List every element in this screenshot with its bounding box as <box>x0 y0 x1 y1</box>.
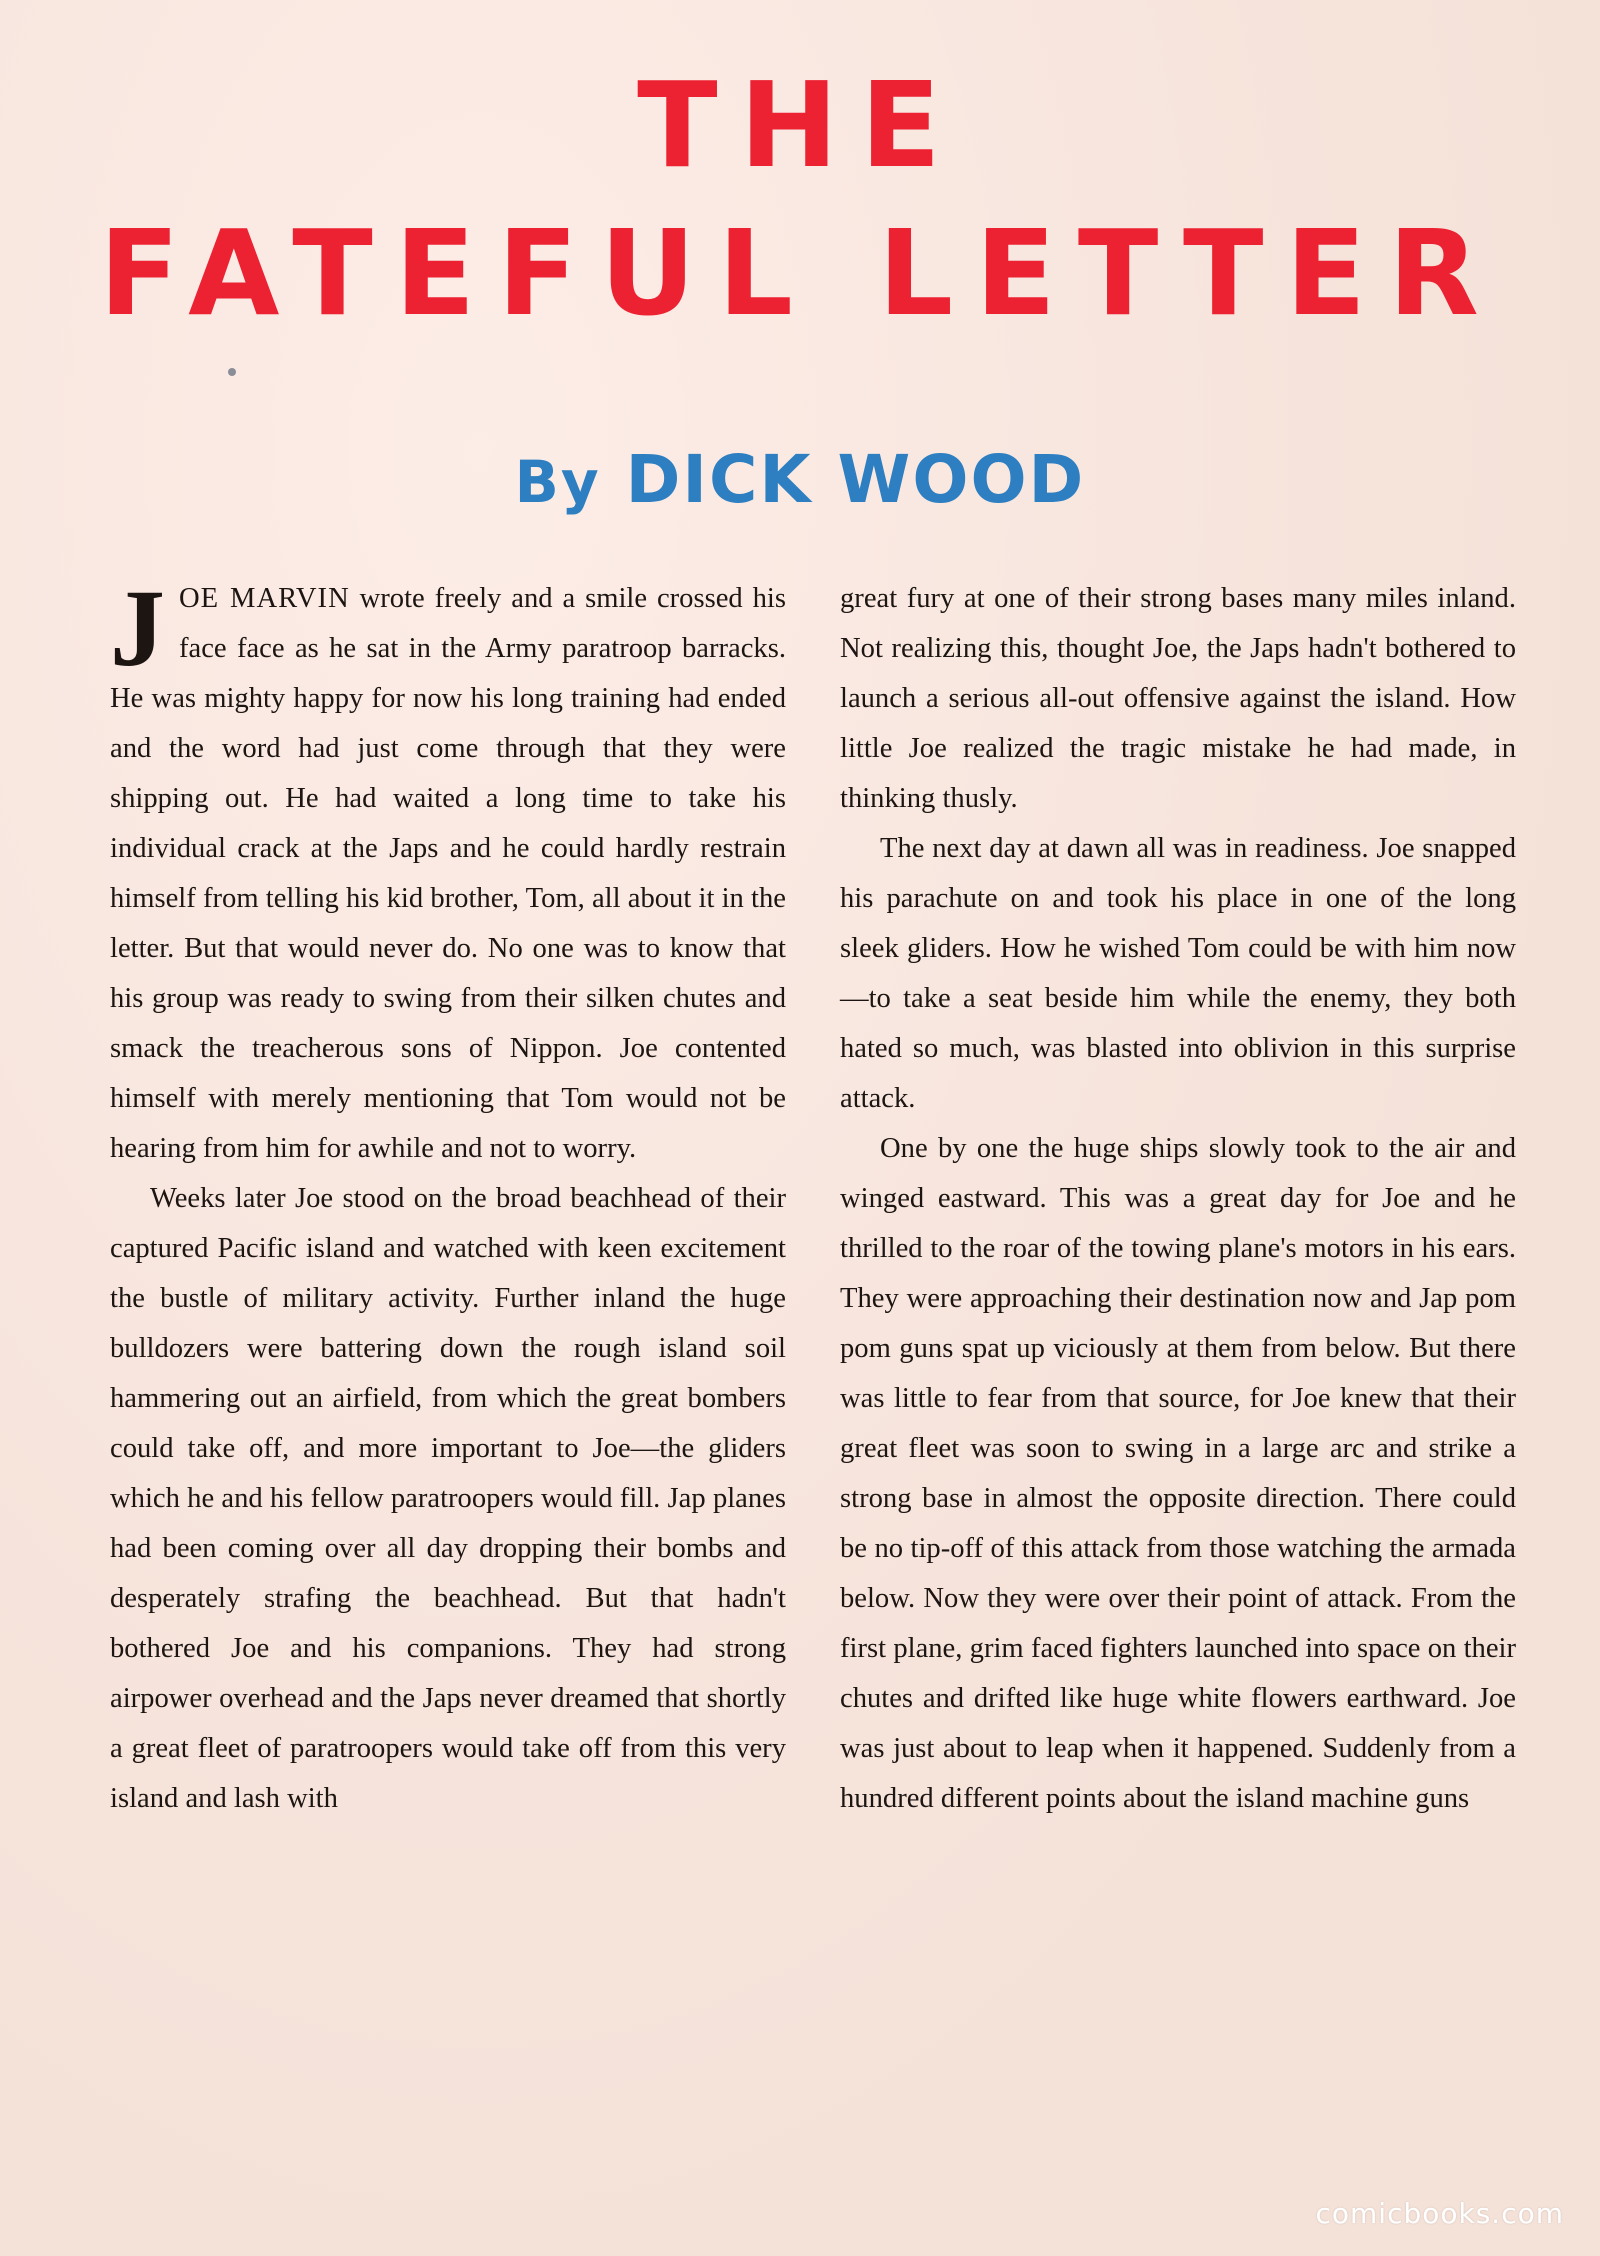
paragraph-1 <box>110 567 786 1174</box>
watermark: comicbooks.com <box>1315 2197 1564 2230</box>
ink-speck <box>228 368 236 376</box>
byline-by: By <box>514 448 601 516</box>
title-line-1: THE <box>637 56 963 194</box>
paragraph-3: The next day at dawn all was in readiness. Joe snapped his parachute on and took his place in one of the long sleek gliders. How he wished Tom could be with him now—to take a seat beside him while the enemy, they both hated so much, was blasted into oblivion in this surprise attack. <box>840 833 1516 1114</box>
lead-name: OE MARVIN <box>179 583 350 614</box>
byline <box>0 440 1600 522</box>
paragraph-4: One by one the huge ships slowly took to the air and winged eastward. This was a great day for Joe and he thrilled to the roar of the towing plane's motors in his ears. They were approaching their destination now and Jap pom pom guns spat up viciously at them from below. But there was little to fear from that source, for Joe knew that their great fleet was soon to swing in a large arc and strike a strong base in almost the opposite direction. There could be no tip-off of this attack from those watching the armada below. Now they were over their point of attack. From the first plane, grim faced fighters launched into space on their chutes and drifted like huge white flowers earthward. Joe was just about to leap when it happened. Suddenly from a hundred different points about the island machine guns <box>840 1133 1516 1814</box>
paragraph-1-text: wrote freely and a smile crossed his face face as he sat in the Army paratroop barracks. He was mighty happy for now his long training had ended and the word had just come through that they were shipping out. He had waited a long time to take his individual crack at the Japs and he could hardly restrain himself from telling his kid brother, Tom, all about it in the letter. But that would never do. No one was to know that his group was ready to swing from their silken chutes and smack the treacherous sons of Nippon. Joe contented himself with merely mentioning that Tom would not be hearing from him for awhile and not to worry. <box>110 583 786 1164</box>
drop-cap: J <box>110 567 165 689</box>
right-column <box>840 574 1516 1824</box>
paragraph-2-continued: great fury at one of their strong bases many miles inland. Not realizing this, thought Joe, the Japs hadn't bothered to launch a serious all-out offensive against the island. How little Joe realized the tragic mistake he had made, in thinking thusly. <box>840 583 1516 814</box>
byline-author: DICK WOOD <box>625 441 1086 518</box>
paragraph-2: Weeks later Joe stood on the broad beachhead of their captured Pacific island and watched with keen excitement the bustle of military activity. Further inland the huge bulldozers were battering down the rough island soil hammering out an airfield, from which the great bombers could take off, and more important to Joe—the gliders which he and his fellow paratroopers would fill. Jap planes had been coming over all day dropping their bombs and desperately strafing the beachhead. But that hadn't bothered Joe and his companions. They had strong airpower overhead and the Japs never dreamed that shortly a great fleet of paratroopers would take off from this very island and lash with <box>110 1183 786 1814</box>
left-column <box>110 567 786 1824</box>
title-line-2: FATEFUL LETTER <box>99 204 1501 342</box>
